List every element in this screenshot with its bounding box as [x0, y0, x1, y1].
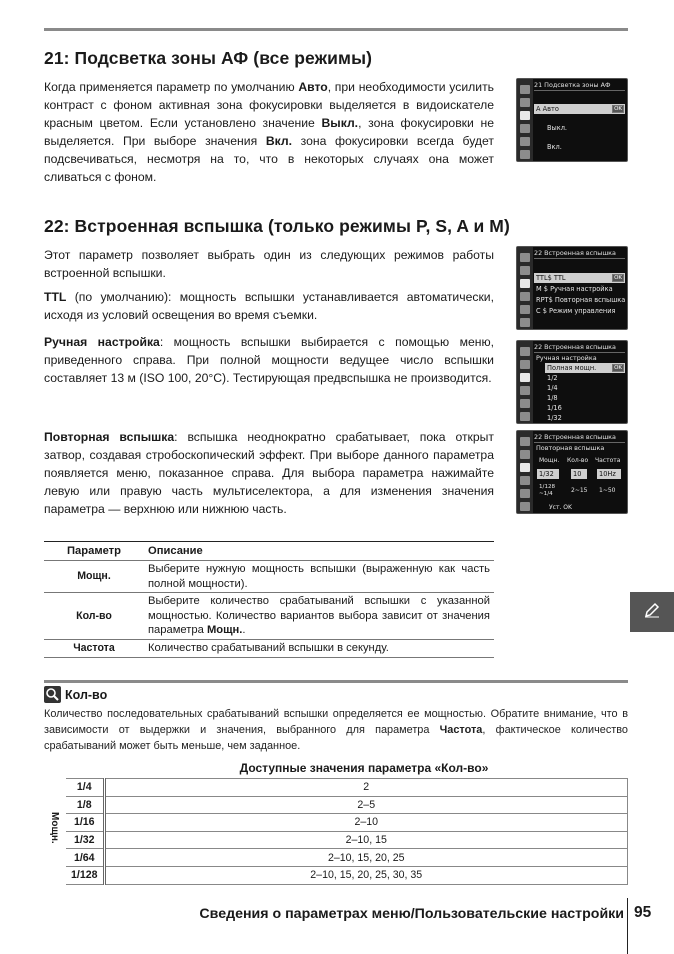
- table-row: Мощн. Выберите нужную мощность вспышки (выраженную как часть полной мощности).: [44, 561, 494, 593]
- values-table-title: Доступные значения параметра «Кол-во»: [239, 761, 489, 775]
- table-row: Частота Количество срабатываний вспышки в секунду.: [44, 639, 494, 657]
- ttl-text: TTL (по умолчанию): мощность вспышки устанавливается автоматически, исходя из условий освещения во время съемки.: [44, 290, 494, 323]
- section-22-title: 22: Встроенная вспышка (только режимы P, S, A и M): [44, 216, 510, 236]
- values-table: [66, 778, 628, 885]
- table-row: 1/16 2–10: [66, 814, 628, 832]
- table-row: 1/64 2–10, 15, 20, 25: [66, 849, 628, 867]
- section-21-text: Когда применяется параметр по умолчанию Авто, при необходимости усилить контраст с фоном активная зона фокусировки выделяется в видоискателе красным цветом. Если установлено значение Выкл., зона фокусировки не выделяется. При выборе значения Вкл. зона фокусировки всегда будет подсвечиваться, несмотря на то, что в некоторых случаях она может сливаться с фоном.: [44, 80, 494, 185]
- repeat-text: Повторная вспышка: вспышка неоднократно срабатывает, пока открыт затвор, создавая стробоскопический эффект. При выборе данного параметра появляется меню, показанное справа. Для выбора параметра нажимайте левую или правую часть мультиселектора, а для изменения значения параметра — верхнюю или нижнюю часть.: [44, 430, 494, 517]
- screen-af-assist: 21 Подсветка зоны АФ A Авто OK Выкл. Вкл.: [516, 78, 628, 162]
- table-row: 1/128 2–10, 15, 20, 25, 30, 35: [66, 866, 628, 884]
- header-parameter: Параметр: [44, 542, 144, 561]
- page-number: 95: [634, 904, 652, 921]
- values-table-side-label: Мощн.: [49, 812, 60, 844]
- note-text: Количество последовательных срабатываний вспышки определяется ее мощностью. Обратите внимание, что в зависимости от выдержки и значения, выбранного для параметра Частота, фактическое количество срабатываний может быть меньше, чем заданное.: [44, 708, 628, 753]
- header-description: Описание: [144, 542, 494, 561]
- manual-text: Ручная настройка: мощность вспышки выбирается с помощью меню, приведенного справа. При полной мощности ведущее число вспышки составляет 13 м (ISO 100, 20°C). Тестирующая предвспышка не производится.: [44, 335, 495, 386]
- section-22-intro: Этот параметр позволяет выбрать один из следующих режимов работы встроенной вспышки.: [44, 248, 494, 281]
- screen-repeat-flash: 22 Встроенная вспышка Повторная вспышка Мощн. Кол-во Частота 1/32 10 10Hz 1/128 ~1/4 2~15 1~50 Уст. OK: [516, 430, 628, 514]
- table-header: [44, 542, 494, 561]
- table-row: Кол-во Выберите количество срабатываний вспышки с указанной мощностью. Количество вариантов выбора зависит от значения параметра Мощн..: [44, 593, 494, 640]
- note-title: Кол-во: [44, 686, 107, 703]
- section-21-title: 21: Подсветка зоны АФ (все режимы): [44, 48, 373, 68]
- pencil-icon: [643, 601, 661, 624]
- section-tab: [630, 592, 674, 632]
- screen-flash-modes: 22 Встроенная вспышка TTL$ TTL OK M $ Ручная настройка RPT$ Повторная вспышка C $ Режим управления: [516, 246, 628, 330]
- table-row: 1/8 2–5: [66, 796, 628, 814]
- screen-manual-flash: 22 Встроенная вспышка Ручная настройка Полная мощн. OK 1/2 1/4 1/8 1/16 1/32: [516, 340, 628, 424]
- magnifier-icon: [44, 686, 61, 703]
- table-row: 1/32 2–10, 15: [66, 831, 628, 849]
- top-rule: [44, 28, 628, 31]
- footer-divider: [627, 898, 628, 954]
- section-separator: [44, 680, 628, 683]
- table-row: 1/4 2: [66, 779, 628, 797]
- footer-title: Сведения о параметрах меню/Пользовательские настройки: [199, 906, 624, 922]
- parameter-table: [44, 541, 494, 658]
